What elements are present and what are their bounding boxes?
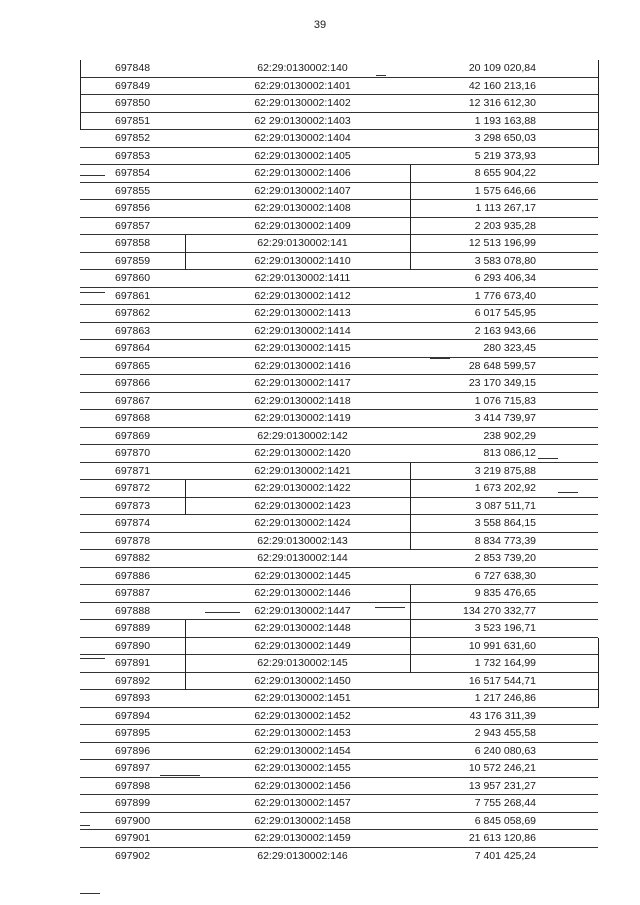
record-number: 697850 [115, 97, 151, 109]
cadastral-number: 62:29:0130002:1409 [254, 219, 351, 232]
record-number: 697861 [115, 289, 151, 302]
cadastral-value: 16 517 544,71 [468, 674, 536, 687]
cadastral-value: 1 732 164,99 [474, 657, 536, 669]
cadastral-number: 62:29:0130002:1458 [254, 814, 351, 827]
data-table [80, 60, 598, 864]
cadastral-number: 62:29:0130002:1453 [254, 727, 351, 739]
cadastral-number: 62:29:0130002:1422 [254, 482, 351, 494]
cadastral-number: 62:29:0130002:1414 [254, 324, 351, 337]
cadastral-number: 62:29:0130002:1449 [254, 639, 351, 652]
record-number: 697887 [115, 587, 151, 599]
table-row [80, 498, 598, 516]
cadastral-value: 2 203 935,28 [474, 219, 536, 232]
table-rule [185, 480, 186, 515]
cadastral-value: 28 648 599,57 [468, 359, 536, 372]
table-row [80, 725, 598, 743]
table-rule [410, 585, 411, 673]
table-rule [185, 620, 186, 690]
cadastral-number: 62:29:0130002:1424 [254, 517, 351, 529]
cadastral-number: 62:29:0130002:1401 [254, 79, 351, 92]
record-number: 697858 [115, 237, 151, 249]
record-number: 697870 [115, 447, 151, 459]
record-number: 697868 [115, 412, 151, 424]
scan-mark [375, 607, 405, 608]
cadastral-value: 1 113 267,17 [475, 202, 536, 214]
table-row [80, 638, 598, 656]
table-rule [598, 60, 599, 165]
cadastral-value: 1 673 202,92 [474, 482, 536, 494]
cadastral-value: 8 834 773,39 [474, 534, 536, 547]
cadastral-number: 62:29:0130002:1456 [254, 779, 351, 792]
cadastral-value: 2 943 455,58 [474, 727, 536, 739]
cadastral-number: 62:29:0130002:1410 [254, 254, 351, 267]
table-row [80, 690, 598, 708]
cadastral-value: 1 575 646,66 [474, 184, 536, 197]
cadastral-number: 62:29:0130002:1421 [254, 464, 351, 477]
cadastral-value: 6 845 058,69 [474, 814, 536, 827]
cadastral-number: 62:29:0130002:1447 [254, 604, 351, 617]
cadastral-value: 238 902,29 [483, 429, 536, 442]
cadastral-value: 8 655 904,22 [474, 167, 536, 179]
table-row [80, 323, 598, 341]
table-rule [185, 235, 186, 270]
record-number: 697855 [115, 184, 151, 197]
cadastral-value: 20 109 020,84 [468, 62, 536, 74]
cadastral-number: 62:29:0130002:1445 [254, 569, 351, 582]
record-number: 697849 [115, 79, 151, 92]
record-number: 697890 [115, 639, 151, 652]
record-number: 697848 [115, 62, 151, 74]
cadastral-value: 3 414 739,97 [474, 412, 536, 424]
table-row [80, 78, 598, 96]
table-row [80, 480, 598, 498]
table-row [80, 585, 598, 603]
cadastral-number: 62:29:0130002:1423 [254, 499, 351, 512]
record-number: 697871 [115, 464, 151, 477]
cadastral-number: 62:29:0130002:142 [257, 429, 348, 442]
table-row [80, 148, 598, 166]
record-number: 697863 [115, 324, 151, 337]
table-row [80, 708, 598, 726]
cadastral-value: 280 323,45 [483, 342, 536, 354]
record-number: 697892 [115, 674, 151, 687]
table-row [80, 813, 598, 831]
record-number: 697856 [115, 202, 151, 214]
record-number: 697872 [115, 482, 151, 494]
cadastral-value: 134 270 332,77 [463, 604, 536, 617]
scan-mark [558, 492, 578, 493]
scan-mark [205, 612, 240, 613]
table-row [80, 655, 598, 673]
table-row [80, 113, 598, 131]
record-number: 697900 [115, 814, 151, 827]
record-number: 697889 [115, 622, 151, 634]
cadastral-number: 62:29:0130002:1451 [254, 692, 351, 704]
cadastral-number: 62:29:0130002:1448 [254, 622, 351, 634]
record-number: 697878 [115, 534, 151, 547]
table-row [80, 515, 598, 533]
cadastral-value: 5 219 373,93 [474, 149, 536, 162]
scan-mark [80, 658, 105, 659]
record-number: 697853 [115, 149, 151, 162]
table-row [80, 270, 598, 288]
record-number: 697852 [115, 132, 151, 144]
cadastral-number: 62:29:0130002:1418 [254, 394, 351, 407]
table-row [80, 743, 598, 761]
cadastral-value: 1 217 246,86 [474, 692, 536, 704]
record-number: 697902 [115, 849, 151, 862]
table-row [80, 393, 598, 411]
scan-mark [430, 358, 450, 359]
cadastral-value: 10 572 246,21 [468, 762, 536, 774]
cadastral-value: 3 298 650,03 [474, 132, 536, 144]
record-number: 697865 [115, 359, 151, 372]
page-number: 39 [313, 19, 327, 31]
cadastral-number: 62:29:0130002:1413 [254, 307, 351, 319]
record-number: 697897 [115, 762, 151, 774]
cadastral-number: 62:29:0130002:145 [257, 657, 348, 669]
table-row [80, 603, 598, 621]
cadastral-number: 62:29:0130002:146 [257, 849, 348, 862]
cadastral-number: 62:29:0130002:1420 [254, 447, 351, 459]
table-row [80, 375, 598, 393]
table-row [80, 183, 598, 201]
record-number: 697851 [115, 114, 151, 127]
cadastral-value: 7 401 425,24 [474, 849, 536, 862]
table-row [80, 200, 598, 218]
table-row [80, 253, 598, 271]
cadastral-value: 3 523 196,71 [474, 622, 536, 634]
record-number: 697888 [115, 604, 151, 617]
cadastral-value: 42 160 213,16 [468, 79, 536, 92]
cadastral-number: 62:29:0130002:1446 [254, 587, 351, 599]
record-number: 697866 [115, 377, 151, 389]
table-rule [598, 638, 599, 708]
cadastral-number: 62:29:0130002:1452 [254, 709, 351, 722]
record-number: 697864 [115, 342, 151, 354]
table-row [80, 305, 598, 323]
record-number: 697894 [115, 709, 151, 722]
record-number: 697873 [115, 499, 151, 512]
table-rule [80, 60, 81, 130]
table-row [80, 445, 598, 463]
table-row [80, 288, 598, 306]
cadastral-value: 10 991 631,60 [468, 639, 536, 652]
cadastral-value: 3 219 875,88 [474, 464, 536, 477]
table-row [80, 848, 598, 865]
table-row [80, 60, 598, 78]
record-number: 697898 [115, 779, 151, 792]
record-number: 697886 [115, 569, 151, 582]
table-row [80, 95, 598, 113]
cadastral-value: 9 835 476,65 [474, 587, 536, 599]
table-row [80, 533, 598, 551]
record-number: 697891 [115, 657, 151, 669]
table-row [80, 463, 598, 481]
cadastral-value: 6 017 545,95 [474, 307, 536, 319]
table-row [80, 760, 598, 778]
cadastral-number: 62:29:0130002:141 [257, 237, 348, 249]
table-row [80, 130, 598, 148]
cadastral-number: 62:29:0130002:1407 [254, 184, 351, 197]
scan-mark [80, 292, 105, 293]
cadastral-number: 62:29:0130002:143 [257, 534, 348, 547]
cadastral-number: 62:29:0130002:1404 [254, 132, 351, 144]
table-row [80, 568, 598, 586]
table-rule [410, 463, 411, 551]
cadastral-value: 3 087 511,71 [475, 499, 536, 512]
cadastral-number: 62:29:0130002:1405 [254, 149, 351, 162]
table-row [80, 165, 598, 183]
record-number: 697869 [115, 429, 151, 442]
cadastral-value: 2 163 943,66 [474, 324, 536, 337]
cadastral-value: 43 176 311,39 [469, 709, 536, 722]
record-number: 697867 [115, 394, 151, 407]
cadastral-value: 13 957 231,27 [468, 779, 536, 792]
cadastral-number: 62:29:0130002:1459 [254, 832, 351, 844]
scan-mark [160, 775, 200, 776]
cadastral-value: 1 193 163,88 [474, 114, 536, 127]
table-row [80, 795, 598, 813]
cadastral-number: 62:29:0130002:1419 [254, 412, 351, 424]
cadastral-number: 62:29:0130002:1406 [254, 167, 351, 179]
cadastral-number: 62:29:0130002:140 [257, 62, 348, 74]
cadastral-number: 62:29:0130002:1415 [254, 342, 351, 354]
table-row [80, 410, 598, 428]
record-number: 697860 [115, 272, 151, 284]
record-number: 697857 [115, 219, 151, 232]
cadastral-number: 62:29:0130002:1408 [254, 202, 351, 214]
cadastral-value: 12 316 612,30 [468, 97, 536, 109]
table-row [80, 218, 598, 236]
cadastral-number: 62:29:0130002:1454 [254, 744, 351, 757]
cadastral-value: 6 293 406,34 [474, 272, 536, 284]
cadastral-number: 62:29:0130002:1417 [254, 377, 351, 389]
table-row [80, 550, 598, 568]
cadastral-value: 7 755 268,44 [474, 797, 536, 809]
cadastral-value: 6 727 638,30 [474, 569, 536, 582]
record-number: 697901 [115, 832, 151, 844]
record-number: 697882 [115, 552, 151, 564]
cadastral-value: 3 558 864,15 [474, 517, 536, 529]
table-row [80, 830, 598, 848]
record-number: 697896 [115, 744, 151, 757]
table-row [80, 428, 598, 446]
scan-mark [80, 175, 105, 176]
record-number: 697899 [115, 797, 151, 809]
cadastral-value: 6 240 080,63 [474, 744, 536, 757]
cadastral-value: 813 086,12 [483, 447, 536, 459]
scan-mark [538, 458, 558, 459]
table-row [80, 340, 598, 358]
record-number: 697854 [115, 167, 151, 179]
table-row [80, 620, 598, 638]
record-number: 697895 [115, 727, 151, 739]
cadastral-value: 1 076 715,83 [474, 394, 536, 407]
cadastral-value: 12 513 196,99 [468, 237, 536, 249]
record-number: 697859 [115, 254, 151, 267]
table-row [80, 358, 598, 376]
cadastral-value: 23 170 349,15 [468, 377, 536, 389]
cadastral-number: 62:29:0130002:1412 [254, 289, 351, 302]
table-rule [410, 165, 411, 270]
cadastral-number: 62:29:0130002:1411 [254, 272, 351, 284]
scan-mark [376, 75, 386, 76]
cadastral-number: 62:29:0130002:144 [257, 552, 348, 564]
table-row [80, 778, 598, 796]
cadastral-value: 21 613 120,86 [468, 832, 536, 844]
cadastral-number: 62:29:0130002:1450 [254, 674, 351, 687]
table-row [80, 673, 598, 691]
cadastral-number: 62 29:0130002:1403 [254, 114, 351, 127]
cadastral-value: 1 776 673,40 [474, 289, 536, 302]
cadastral-number: 62:29:0130002:1402 [254, 97, 351, 109]
table-row [80, 235, 598, 253]
cadastral-number: 62:29:0130002:1416 [254, 359, 351, 372]
record-number: 697874 [115, 517, 151, 529]
record-number: 697893 [115, 692, 151, 704]
record-number: 697862 [115, 307, 151, 319]
cadastral-value: 3 583 078,80 [474, 254, 536, 267]
cadastral-number: 62:29:0130002:1455 [254, 762, 351, 774]
cadastral-value: 2 853 739,20 [474, 552, 536, 564]
cadastral-number: 62:29:0130002:1457 [254, 797, 351, 809]
scan-mark [80, 825, 90, 826]
scan-mark [80, 893, 100, 894]
